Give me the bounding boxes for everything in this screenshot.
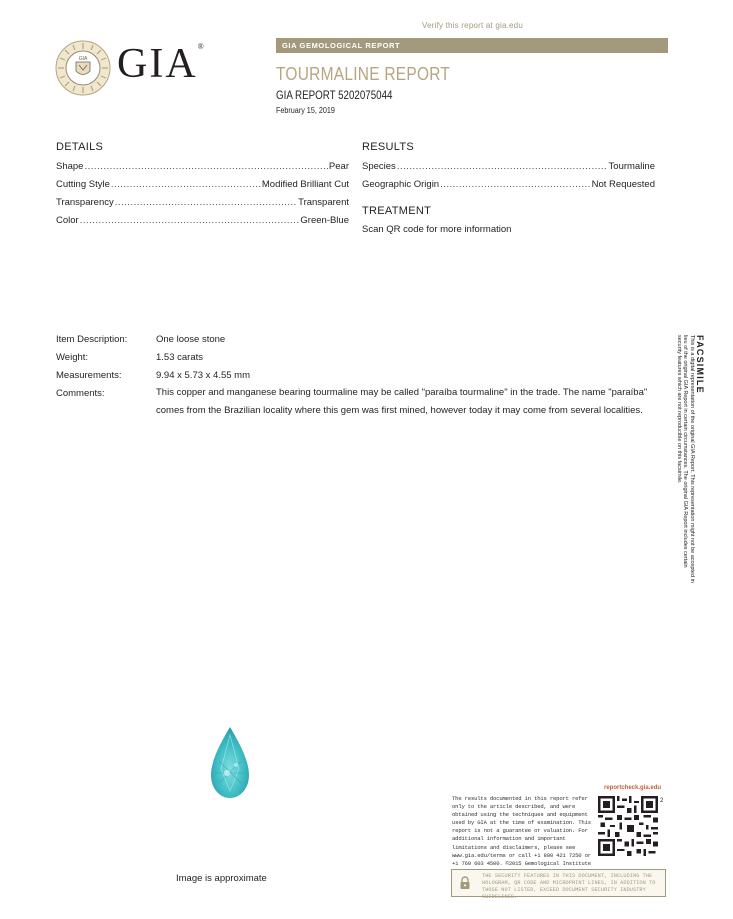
leader-dots (440, 179, 591, 190)
detail-value: Modified Brilliant Cut (261, 179, 349, 190)
detail-row-color (56, 215, 349, 226)
result-value: Not Requested (591, 179, 655, 190)
result-value: Tourmaline (608, 161, 655, 172)
detail-value: Green-Blue (300, 215, 349, 226)
report-banner: GIA GEMOLOGICAL REPORT (276, 38, 668, 53)
details-title: DETAILS (56, 141, 104, 153)
facsimile-notice (676, 335, 709, 585)
detail-value: Pear (328, 161, 349, 172)
result-row-geographic-origin (362, 179, 655, 190)
leader-dots (115, 197, 297, 208)
detail-label: Transparency (56, 197, 114, 208)
detail-value: Transparent (298, 197, 349, 208)
detail-row-cutting-style (56, 179, 349, 190)
gia-logo-text: GIA (117, 41, 198, 87)
facsimile-title: FACSIMILE (695, 335, 705, 394)
qr-number: 2 (660, 798, 664, 804)
detail-label: Cutting Style (56, 179, 110, 190)
leader-dots (84, 161, 327, 172)
lock-icon (458, 876, 472, 890)
treatment-title: TREATMENT (362, 205, 432, 217)
image-caption: Image is approximate (176, 873, 267, 884)
weight-value: 1.53 carats (156, 352, 203, 363)
verify-link[interactable]: Verify this report at gia.edu (422, 21, 523, 30)
weight-label: Weight: (56, 352, 89, 363)
detail-row-transparency (56, 197, 349, 208)
leader-dots (397, 161, 608, 172)
results-title: RESULTS (362, 141, 415, 153)
leader-dots (80, 215, 300, 226)
facsimile-text: This is a digital representation of the original GIA Report. This representation might not be accepted in lieu of the original GIA Report in certain circumstances. The original GIA Report includes certain security features which are not reproducible on this facsimile. (676, 335, 695, 583)
gia-seal-icon (55, 40, 111, 96)
treatment-text: Scan QR code for more information (362, 224, 512, 235)
security-text: THE SECURITY FEATURES IN THIS DOCUMENT, INCLUDING THE HOLOGRAM, QR CODE AND MICROPRINT LINES, IN ADDITION TO THOSE NOT LISTED, EXCEED DOCUMENT SECURITY INDUSTRY GUIDELINES. (482, 873, 656, 900)
disclaimer-text: The results documented in this report refer only to the article described, and were obtained using the techniques and equipment used by GIA at the time of examination. This report is not a guarantee or valuation. For additional information and important limitations and disclaimers, please see www.gia.edu/terms or call +1 800 421 7250 or +1 760 603 4500. ©2015 Gemological Institute (452, 795, 591, 867)
reportcheck-link[interactable]: reportcheck.gia.edu (604, 785, 662, 791)
comments-label: Comments: (56, 388, 105, 399)
registered-mark: ® (197, 42, 204, 51)
detail-row-shape (56, 161, 349, 172)
report-date: February 15, 2019 (276, 106, 335, 115)
gemstone-image (205, 725, 255, 800)
seal-text: GIA (78, 56, 88, 62)
qr-code-icon[interactable] (598, 796, 658, 856)
measurements-value: 9.94 x 5.73 x 4.55 mm (156, 370, 250, 381)
detail-label: Color (56, 215, 79, 226)
comments-text: This copper and manganese bearing tourmaline may be called "paraíba tourmaline" in the trade. The name "paraíba" comes from the Brazilian locality where this gem was first mined, however today it may come from several localities. (156, 387, 648, 416)
measurements-label: Measurements: (56, 370, 122, 381)
detail-label: Shape (56, 161, 84, 172)
leader-dots (111, 179, 261, 190)
result-label: Species (362, 161, 396, 172)
gia-logo (117, 43, 204, 85)
result-label: Geographic Origin (362, 179, 440, 190)
security-notice (451, 869, 666, 900)
report-type-title: TOURMALINE REPORT (276, 64, 451, 84)
result-row-species (362, 161, 655, 172)
item-description-value: One loose stone (156, 334, 226, 345)
report-number: GIA REPORT 5202075044 (276, 90, 393, 102)
item-description-label: Item Description: (56, 334, 128, 345)
